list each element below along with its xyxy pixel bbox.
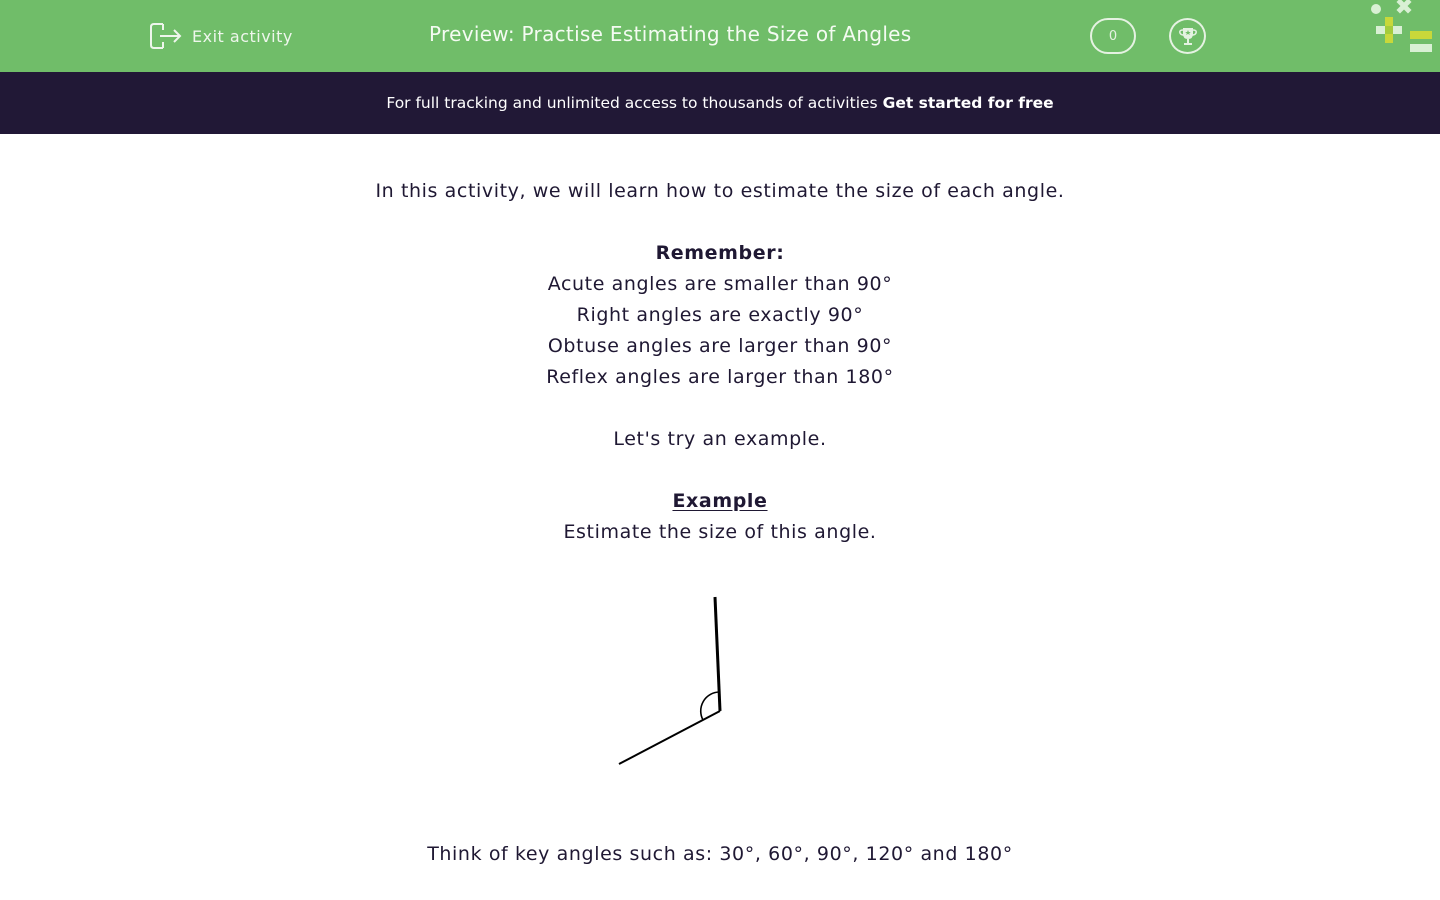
get-started-link[interactable]: Get started for free <box>882 94 1054 112</box>
exit-icon <box>149 21 183 51</box>
brand-logo-icon <box>1368 0 1440 56</box>
trophy-icon <box>1177 25 1199 47</box>
rule-right: Right angles are exactly 90° <box>576 304 864 326</box>
example-prompt: Estimate the size of this angle. <box>563 521 877 543</box>
trophy-button[interactable] <box>1169 18 1206 54</box>
score-badge: 0 <box>1090 18 1136 54</box>
rule-acute: Acute angles are smaller than 90° <box>547 273 893 295</box>
top-bar <box>0 0 1440 72</box>
page-title: Preview: Practise Estimating the Size of Angles <box>429 22 912 46</box>
intro-text: In this activity, we will learn how to estimate the size of each angle. <box>375 180 1065 202</box>
example-heading: Example <box>672 490 768 512</box>
banner-text: For full tracking and unlimited access to thousands of activities <box>386 94 878 112</box>
rule-obtuse: Obtuse angles are larger than 90° <box>547 335 893 357</box>
rule-reflex: Reflex angles are larger than 180° <box>546 366 894 388</box>
angle-diagram <box>600 590 740 780</box>
exit-activity-button[interactable] <box>149 20 293 52</box>
remember-heading: Remember: <box>655 242 785 264</box>
hint-text: Think of key angles such as: 30°, 60°, 90°, 120° and 180° <box>427 843 1013 865</box>
exit-activity-label: Exit activity <box>192 26 293 46</box>
lets-try-text: Let's try an example. <box>613 428 827 450</box>
signup-banner <box>0 72 1440 134</box>
